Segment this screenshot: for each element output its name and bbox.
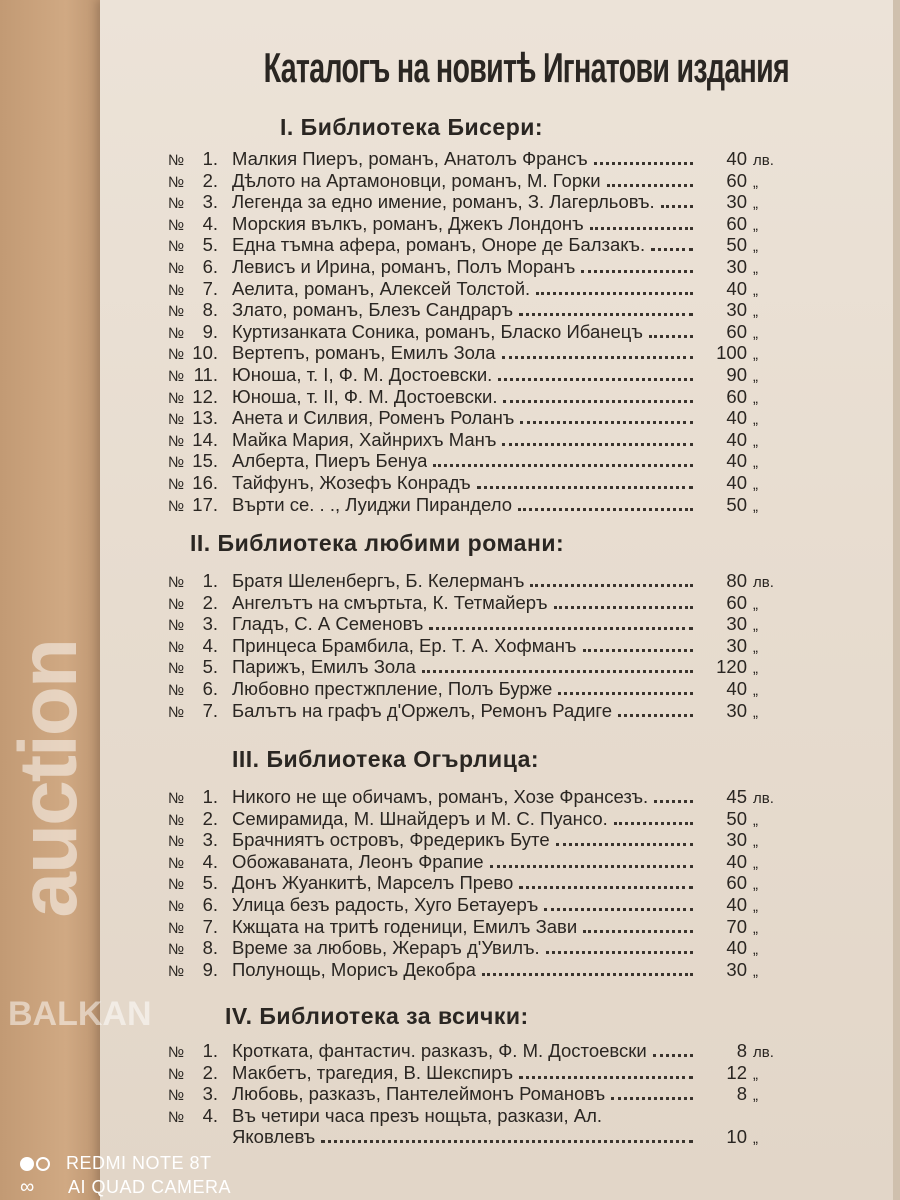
item-number: 3. — [202, 613, 218, 635]
item-price: 12 — [726, 1061, 747, 1083]
list-item — [168, 191, 783, 213]
number-sign: № — [168, 1044, 185, 1061]
item-price: 8 — [736, 1040, 747, 1061]
dot-leader — [651, 248, 693, 251]
number-sign: № — [168, 411, 185, 429]
list-item — [168, 1126, 783, 1148]
item-unit: „ — [753, 833, 758, 851]
number-sign: № — [168, 173, 185, 191]
item-unit: „ — [753, 811, 758, 829]
item-number: 2. — [202, 169, 218, 191]
item-title: Злато, романъ, Блезъ Сандраръ — [232, 299, 514, 321]
list-item — [168, 494, 783, 516]
number-sign: № — [168, 811, 185, 829]
item-title: Въ четири часа презъ нощьта, разкази, Ал. — [232, 1104, 603, 1126]
item-price: 30 — [726, 634, 747, 656]
item-price: 80 — [726, 570, 747, 591]
item-price: 30 — [726, 699, 747, 721]
item-unit: „ — [753, 1087, 758, 1105]
item-unit: „ — [753, 660, 758, 678]
number-sign: № — [168, 1065, 185, 1083]
item-title: Морския вълкъ, романъ, Джекъ Лондонъ — [232, 212, 584, 234]
infinity-icon: ∞ — [20, 1176, 35, 1198]
item-unit: „ — [753, 703, 758, 721]
item-number: 8. — [202, 299, 218, 321]
section-list — [168, 148, 783, 515]
item-price: 40 — [726, 850, 747, 872]
item-title: Принцеса Брамбила, Ер. Т. А. Хофманъ — [232, 634, 577, 656]
item-price: 30 — [726, 191, 747, 213]
dot-leader — [607, 184, 693, 187]
item-price: 30 — [726, 958, 747, 980]
item-title: Семирамида, М. Шнайдеръ и М. С. Пуансо. — [232, 807, 608, 829]
dot-leader — [520, 421, 693, 424]
item-number: 4. — [202, 1104, 218, 1126]
dot-leader — [530, 584, 693, 587]
list-item — [168, 916, 783, 938]
dot-leader — [554, 606, 693, 609]
number-sign: № — [168, 919, 185, 937]
item-unit: „ — [753, 595, 758, 613]
list-item — [168, 148, 783, 170]
page-title-text: Каталогъ на новитѣ Игнатови издания — [263, 44, 789, 91]
item-title: Донъ Жуанкитѣ, Марселъ Прево — [232, 872, 514, 894]
item-number: 1. — [202, 1040, 218, 1061]
item-price: 60 — [726, 385, 747, 407]
item-title: Майка Мария, Хайнрихъ Манъ — [232, 428, 497, 450]
item-title: Яковлевъ — [232, 1126, 316, 1148]
list-item — [168, 278, 783, 300]
item-title: Вертепъ, романъ, Емилъ Зола — [232, 342, 496, 364]
item-unit: „ — [753, 216, 758, 234]
page-edge — [893, 0, 900, 1200]
item-number: 2. — [202, 591, 218, 613]
item-number: 8. — [202, 937, 218, 959]
number-sign: № — [168, 475, 185, 493]
camera-model: REDMI NOTE 8T — [66, 1153, 212, 1173]
item-number: 7. — [202, 699, 218, 721]
item-number: 5. — [202, 656, 218, 678]
item-price: 50 — [726, 493, 747, 515]
item-price: 30 — [726, 613, 747, 635]
item-price: 40 — [726, 148, 747, 169]
item-title: Кжщата на тритѣ годеници, Емилъ Зави — [232, 915, 578, 937]
dot-leader — [518, 508, 693, 511]
item-unit: „ — [753, 1065, 758, 1083]
item-price: 40 — [726, 428, 747, 450]
item-unit: „ — [753, 919, 758, 937]
item-unit: „ — [753, 854, 758, 872]
item-title: Макбетъ, трагедия, В. Шекспиръ — [232, 1061, 514, 1083]
number-sign: № — [168, 152, 185, 169]
number-sign: № — [168, 876, 185, 894]
item-number: 7. — [202, 277, 218, 299]
number-sign: № — [168, 216, 185, 234]
item-title: Анета и Силвия, Роменъ Роланъ — [232, 407, 515, 429]
item-title: Кротката, фантастич. разказъ, Ф. М. Достоевски — [232, 1040, 647, 1061]
camera-stamp-line2 — [20, 1176, 231, 1198]
page-title — [140, 44, 820, 92]
section-heading: III. Библиотека Огърлица: — [232, 746, 540, 772]
item-price: 40 — [726, 471, 747, 493]
item-title: Братя Шеленбергъ, Б. Келерманъ — [232, 570, 525, 591]
number-sign: № — [168, 259, 185, 277]
number-sign: № — [168, 790, 185, 807]
item-title: Върти се. . ., Луиджи Пирандело — [232, 493, 513, 515]
dot-leader — [661, 205, 693, 208]
camera-dot-icon — [20, 1157, 34, 1171]
item-price: 40 — [726, 893, 747, 915]
list-item — [168, 364, 783, 386]
dot-leader — [536, 292, 693, 295]
list-item — [168, 299, 783, 321]
dot-leader — [482, 973, 693, 976]
item-title: Гладъ, С. А Семеновъ — [232, 613, 424, 635]
item-unit: „ — [753, 617, 758, 635]
number-sign: № — [168, 962, 185, 980]
item-number: 6. — [202, 255, 218, 277]
item-number: 9. — [202, 958, 218, 980]
item-unit: „ — [753, 367, 758, 385]
item-price: 120 — [716, 656, 747, 678]
dot-leader — [503, 400, 693, 403]
number-sign: № — [168, 833, 185, 851]
item-title: Дѣлото на Артамоновци, романъ, М. Горки — [232, 169, 601, 191]
camera-stamp-line1 — [20, 1152, 212, 1174]
item-unit: „ — [753, 324, 758, 342]
list-item — [168, 407, 783, 429]
item-number: 5. — [202, 872, 218, 894]
number-sign: № — [168, 238, 185, 256]
item-number: 3. — [202, 829, 218, 851]
dot-leader — [558, 692, 693, 695]
list-item — [168, 472, 783, 494]
item-title: Аелита, романъ, Алексей Толстой. — [232, 277, 531, 299]
item-price: 60 — [726, 320, 747, 342]
dot-leader — [429, 627, 693, 630]
item-number: 11. — [193, 363, 218, 385]
item-unit: „ — [753, 195, 758, 213]
dot-leader — [519, 886, 693, 889]
dot-leader — [581, 270, 693, 273]
item-number: 1. — [202, 786, 218, 807]
item-unit: „ — [753, 497, 758, 515]
section-heading: IV. Библиотека за всички: — [225, 1003, 529, 1029]
item-number: 4. — [202, 850, 218, 872]
item-unit: „ — [753, 454, 758, 472]
dot-leader — [583, 930, 693, 933]
list-item — [168, 570, 783, 592]
dot-leader — [594, 162, 693, 165]
item-title: Ангелътъ на смъртьта, К. Тетмайеръ — [232, 591, 548, 613]
item-unit: „ — [753, 941, 758, 959]
list-item — [168, 656, 783, 678]
list-item — [168, 1083, 783, 1105]
dot-leader — [653, 1054, 693, 1057]
item-price: 30 — [726, 829, 747, 851]
item-price: 60 — [726, 169, 747, 191]
number-sign: № — [168, 638, 185, 656]
list-item — [168, 613, 783, 635]
item-title: Парижъ, Емилъ Зола — [232, 656, 416, 678]
item-title: Алберта, Пиеръ Бенуа — [232, 450, 428, 472]
item-title: Легенда за едно имение, романъ, З. Лагерльовъ. — [232, 191, 655, 213]
list-item — [168, 386, 783, 408]
item-number: 16. — [192, 471, 218, 493]
item-unit: „ — [753, 346, 758, 364]
dot-leader — [544, 908, 693, 911]
list-item — [168, 894, 783, 916]
dot-leader — [502, 443, 693, 446]
item-number: 6. — [202, 677, 218, 699]
item-title: Улица безъ радость, Хуго Бетауеръ — [232, 893, 539, 915]
item-unit: „ — [753, 432, 758, 450]
number-sign: № — [168, 703, 185, 721]
list-item — [168, 635, 783, 657]
watermark-line1: BALKAN — [8, 995, 152, 1033]
item-title: Куртизанката Соника, романъ, Бласко Ибанецъ — [232, 320, 643, 342]
list-item — [168, 829, 783, 851]
item-title: Балътъ на графъ д'Оржелъ, Ремонъ Радиге — [232, 699, 613, 721]
item-number: 6. — [202, 893, 218, 915]
item-price: 70 — [726, 915, 747, 937]
list-item — [168, 450, 783, 472]
dot-leader — [519, 1076, 693, 1079]
list-item — [168, 429, 783, 451]
dot-leader — [546, 951, 693, 954]
item-title: Една тъмна афера, романъ, Оноре де Балзакъ. — [232, 234, 646, 256]
number-sign: № — [168, 389, 185, 407]
item-title: Никого не ще обичамъ, романъ, Хозе Франсезъ. — [232, 786, 649, 807]
number-sign: № — [168, 941, 185, 959]
item-number: 4. — [202, 634, 218, 656]
list-item — [168, 700, 783, 722]
item-title: Обожаваната, Леонъ Фрапие — [232, 850, 484, 872]
list-item — [168, 959, 783, 981]
item-price: 10 — [726, 1126, 747, 1148]
number-sign: № — [168, 346, 185, 364]
number-sign: № — [168, 681, 185, 699]
list-item — [168, 170, 783, 192]
item-unit: лв. — [753, 152, 774, 169]
watermark-line2: auction — [3, 640, 94, 918]
item-title: Време за любовь, Жераръ д'Увилъ. — [232, 937, 540, 959]
list-item — [168, 808, 783, 830]
item-number: 3. — [202, 1083, 218, 1105]
item-title: Полунощь, Морисъ Декобра — [232, 958, 476, 980]
list-item — [168, 1105, 783, 1127]
list-item — [168, 342, 783, 364]
item-number: 13. — [192, 407, 218, 429]
item-number: 4. — [202, 212, 218, 234]
item-unit: лв. — [753, 574, 774, 591]
item-number: 9. — [202, 320, 218, 342]
dot-leader — [556, 843, 693, 846]
number-sign: № — [168, 324, 185, 342]
dot-leader — [583, 649, 694, 652]
dot-leader — [498, 378, 693, 381]
item-number: 1. — [202, 570, 218, 591]
camera-label: AI QUAD CAMERA — [68, 1177, 232, 1197]
dot-leader — [519, 313, 693, 316]
dot-leader — [490, 865, 694, 868]
list-item — [168, 213, 783, 235]
list-item — [168, 321, 783, 343]
item-title: Тайфунъ, Жозефъ Конрадъ — [232, 471, 471, 493]
item-unit: „ — [753, 1130, 758, 1148]
item-price: 40 — [726, 407, 747, 429]
dot-leader — [590, 227, 693, 230]
item-price: 60 — [726, 591, 747, 613]
section-heading: II. Библиотека любими романи: — [190, 530, 565, 556]
item-number: 12. — [192, 385, 218, 407]
item-price: 45 — [726, 786, 747, 807]
item-number: 14. — [192, 428, 218, 450]
item-number: 1. — [202, 148, 218, 169]
item-unit: „ — [753, 303, 758, 321]
item-unit: „ — [753, 962, 758, 980]
item-unit: лв. — [753, 790, 774, 807]
item-unit: „ — [753, 238, 758, 256]
number-sign: № — [168, 195, 185, 213]
list-item — [168, 851, 783, 873]
item-title: Любовь, разказъ, Пантелеймонъ Романовъ — [232, 1083, 606, 1105]
item-number: 10. — [192, 342, 218, 364]
section-list — [168, 786, 783, 980]
list-item — [168, 1040, 783, 1062]
item-title: Малкия Пиеръ, романъ, Анатолъ Франсъ — [232, 148, 588, 169]
number-sign: № — [168, 497, 185, 515]
list-item — [168, 256, 783, 278]
dot-leader — [614, 822, 693, 825]
list-item — [168, 872, 783, 894]
dot-leader — [422, 670, 693, 673]
item-price: 40 — [726, 677, 747, 699]
item-unit: „ — [753, 259, 758, 277]
number-sign: № — [168, 1108, 185, 1126]
item-title: Брачниятъ островъ, Фредерикъ Буте — [232, 829, 550, 851]
dot-leader — [502, 356, 693, 359]
dot-leader — [611, 1097, 693, 1100]
dot-leader — [618, 714, 693, 717]
list-item — [168, 1062, 783, 1084]
number-sign: № — [168, 367, 185, 385]
dot-leader — [321, 1140, 693, 1143]
dot-leader — [433, 464, 693, 467]
item-unit: лв. — [753, 1044, 774, 1061]
item-unit: „ — [753, 638, 758, 656]
camera-ring-icon — [36, 1157, 50, 1171]
section-list — [168, 1040, 783, 1148]
section-list — [168, 570, 783, 721]
item-unit: „ — [753, 411, 758, 429]
item-price: 100 — [716, 342, 747, 364]
number-sign: № — [168, 660, 185, 678]
item-unit: „ — [753, 897, 758, 915]
item-title: Юноша, т. II, Ф. М. Достоевски. — [232, 385, 498, 407]
number-sign: № — [168, 854, 185, 872]
list-item — [168, 678, 783, 700]
number-sign: № — [168, 1087, 185, 1105]
item-unit: „ — [753, 876, 758, 894]
number-sign: № — [168, 595, 185, 613]
section-heading: I. Библиотека Бисери: — [280, 114, 544, 140]
item-number: 15. — [192, 450, 218, 472]
item-price: 90 — [726, 363, 747, 385]
item-price: 40 — [726, 277, 747, 299]
item-price: 8 — [736, 1083, 747, 1105]
item-number: 5. — [202, 234, 218, 256]
list-item — [168, 592, 783, 614]
number-sign: № — [168, 454, 185, 472]
item-price: 40 — [726, 937, 747, 959]
item-unit: „ — [753, 281, 758, 299]
list-item — [168, 786, 783, 808]
item-price: 50 — [726, 807, 747, 829]
item-title: Любовно престжпление, Полъ Бурже — [232, 677, 553, 699]
item-number: 2. — [202, 1061, 218, 1083]
number-sign: № — [168, 574, 185, 591]
item-unit: „ — [753, 681, 758, 699]
item-price: 60 — [726, 212, 747, 234]
number-sign: № — [168, 281, 185, 299]
dot-leader — [654, 800, 693, 803]
item-number: 3. — [202, 191, 218, 213]
item-unit: „ — [753, 389, 758, 407]
item-title: Юноша, т. I, Ф. М. Достоевски. — [232, 363, 493, 385]
number-sign: № — [168, 432, 185, 450]
item-price: 40 — [726, 450, 747, 472]
dot-leader — [649, 335, 693, 338]
item-unit: „ — [753, 475, 758, 493]
item-number: 17. — [192, 493, 218, 515]
item-number: 2. — [202, 807, 218, 829]
number-sign: № — [168, 303, 185, 321]
list-item — [168, 234, 783, 256]
item-title: Левисъ и Ирина, романъ, Полъ Моранъ — [232, 255, 576, 277]
number-sign: № — [168, 617, 185, 635]
item-number: 7. — [202, 915, 218, 937]
number-sign: № — [168, 897, 185, 915]
list-item — [168, 937, 783, 959]
item-price: 30 — [726, 255, 747, 277]
item-unit: „ — [753, 173, 758, 191]
item-price: 30 — [726, 299, 747, 321]
dot-leader — [477, 486, 693, 489]
item-price: 60 — [726, 872, 747, 894]
item-price: 50 — [726, 234, 747, 256]
